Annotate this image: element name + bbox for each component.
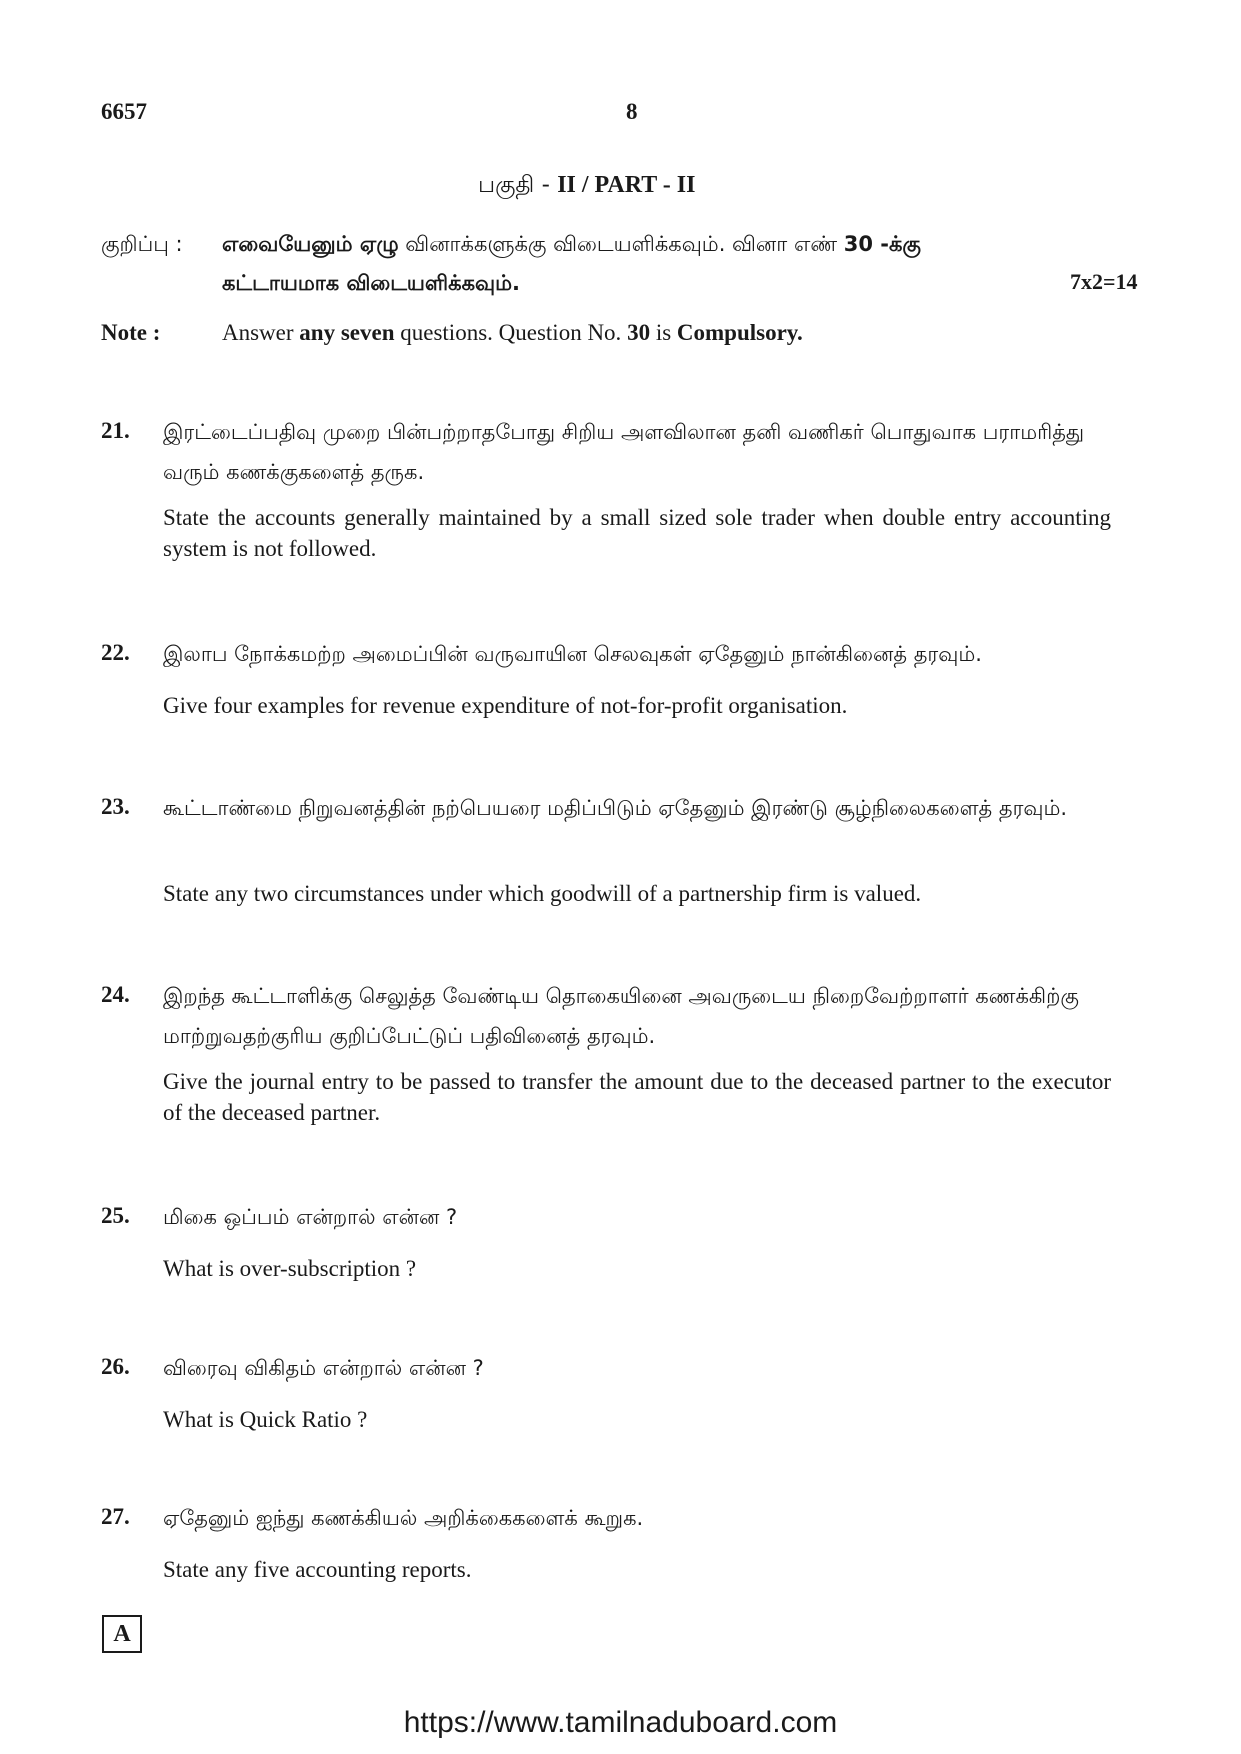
page-number: 8 [626,99,638,124]
question-english: State any two circumstances under which goodwill of a partnership firm is valued. [163,881,922,906]
note-tamil-line1 [222,232,921,259]
version-box: A [102,1615,142,1653]
note-tamil-line2: கட்டாயமாக விடையளிக்கவும். [222,271,520,295]
question-tamil: மிகை ஒப்பம் என்றால் என்ன ? [163,1205,458,1229]
note-bold-1: any seven [299,320,395,345]
note-text-3: is [650,320,677,345]
question-english: State any five accounting reports. [163,1557,472,1582]
question-number: 25. [101,1203,130,1228]
note-text-1: Answer [222,320,300,345]
note-tamil-label: குறிப்பு : [101,232,183,256]
note-text-2: questions. Question No. [394,320,628,345]
question-tamil: ஏதேனும் ஐந்து கணக்கியல் அறிக்கைகளைக் கூறுக. [163,1506,644,1530]
note-tamil-rest: வினாக்களுக்கு விடையளிக்கவும். வினா எண் [398,232,844,256]
question-english: What is over-subscription ? [163,1256,417,1281]
marks-allocation: 7x2=14 [1070,269,1138,294]
question-number: 21. [101,418,130,443]
note-tamil-bold: எவையேனும் ஏழு [222,232,399,256]
note-english-label: Note : [101,320,161,345]
question-tamil: இரட்டைப்பதிவு முறை பின்பற்றாதபோது சிறிய அளவிலான தனி வணிகர் பொதுவாக பராமரித்து வரும் கணக்குகளைத் தருக. [163,420,1085,484]
footer-url[interactable]: https://www.tamilnaduboard.com [403,1706,838,1739]
question-number: 27. [101,1504,130,1529]
note-tamil-num: 30 -க்கு [843,232,921,256]
question-number: 22. [101,640,130,665]
part-title-roman: II / PART - II [557,172,696,198]
question-number: 23. [101,794,130,819]
question-tamil: இறந்த கூட்டாளிக்கு செலுத்த வேண்டிய தொகையினை அவருடைய நிறைவேற்றாளர் கணக்கிற்கு மாற்றுவதற்குரிய குறிப்பேட்டுப் பதிவினைத் தரவும். [163,984,1079,1048]
question-english: Give four examples for revenue expenditure of not-for-profit organisation. [163,693,848,718]
note-english-text [222,320,803,346]
question-english: Give the journal entry to be passed to transfer the amount due to the deceased partner to the executor of the deceased partner. [163,1069,1111,1125]
question-tamil: விரைவு விகிதம் என்றால் என்ன ? [163,1356,484,1380]
question-tamil: கூட்டாண்மை நிறுவனத்தின் நற்பெயரை மதிப்பிடும் ஏதேனும் இரண்டு சூழ்நிலைகளைத் தரவும். [163,796,1068,820]
question-english: State the accounts generally maintained by a small sized sole trader when double entry accounting system is not followed. [163,505,1111,561]
question-number: 24. [101,982,130,1007]
question-tamil: இலாப நோக்கமற்ற அமைப்பின் வருவாயின செலவுகள் ஏதேனும் நான்கினைத் தரவும். [163,642,982,666]
part-title [478,172,695,201]
note-bold-3: Compulsory. [676,320,803,345]
paper-code: 6657 [101,99,147,124]
part-title-tamil: பகுதி - [478,172,558,198]
question-number: 26. [101,1354,130,1379]
question-english: What is Quick Ratio ? [163,1407,368,1432]
note-bold-2: 30 [627,320,651,345]
